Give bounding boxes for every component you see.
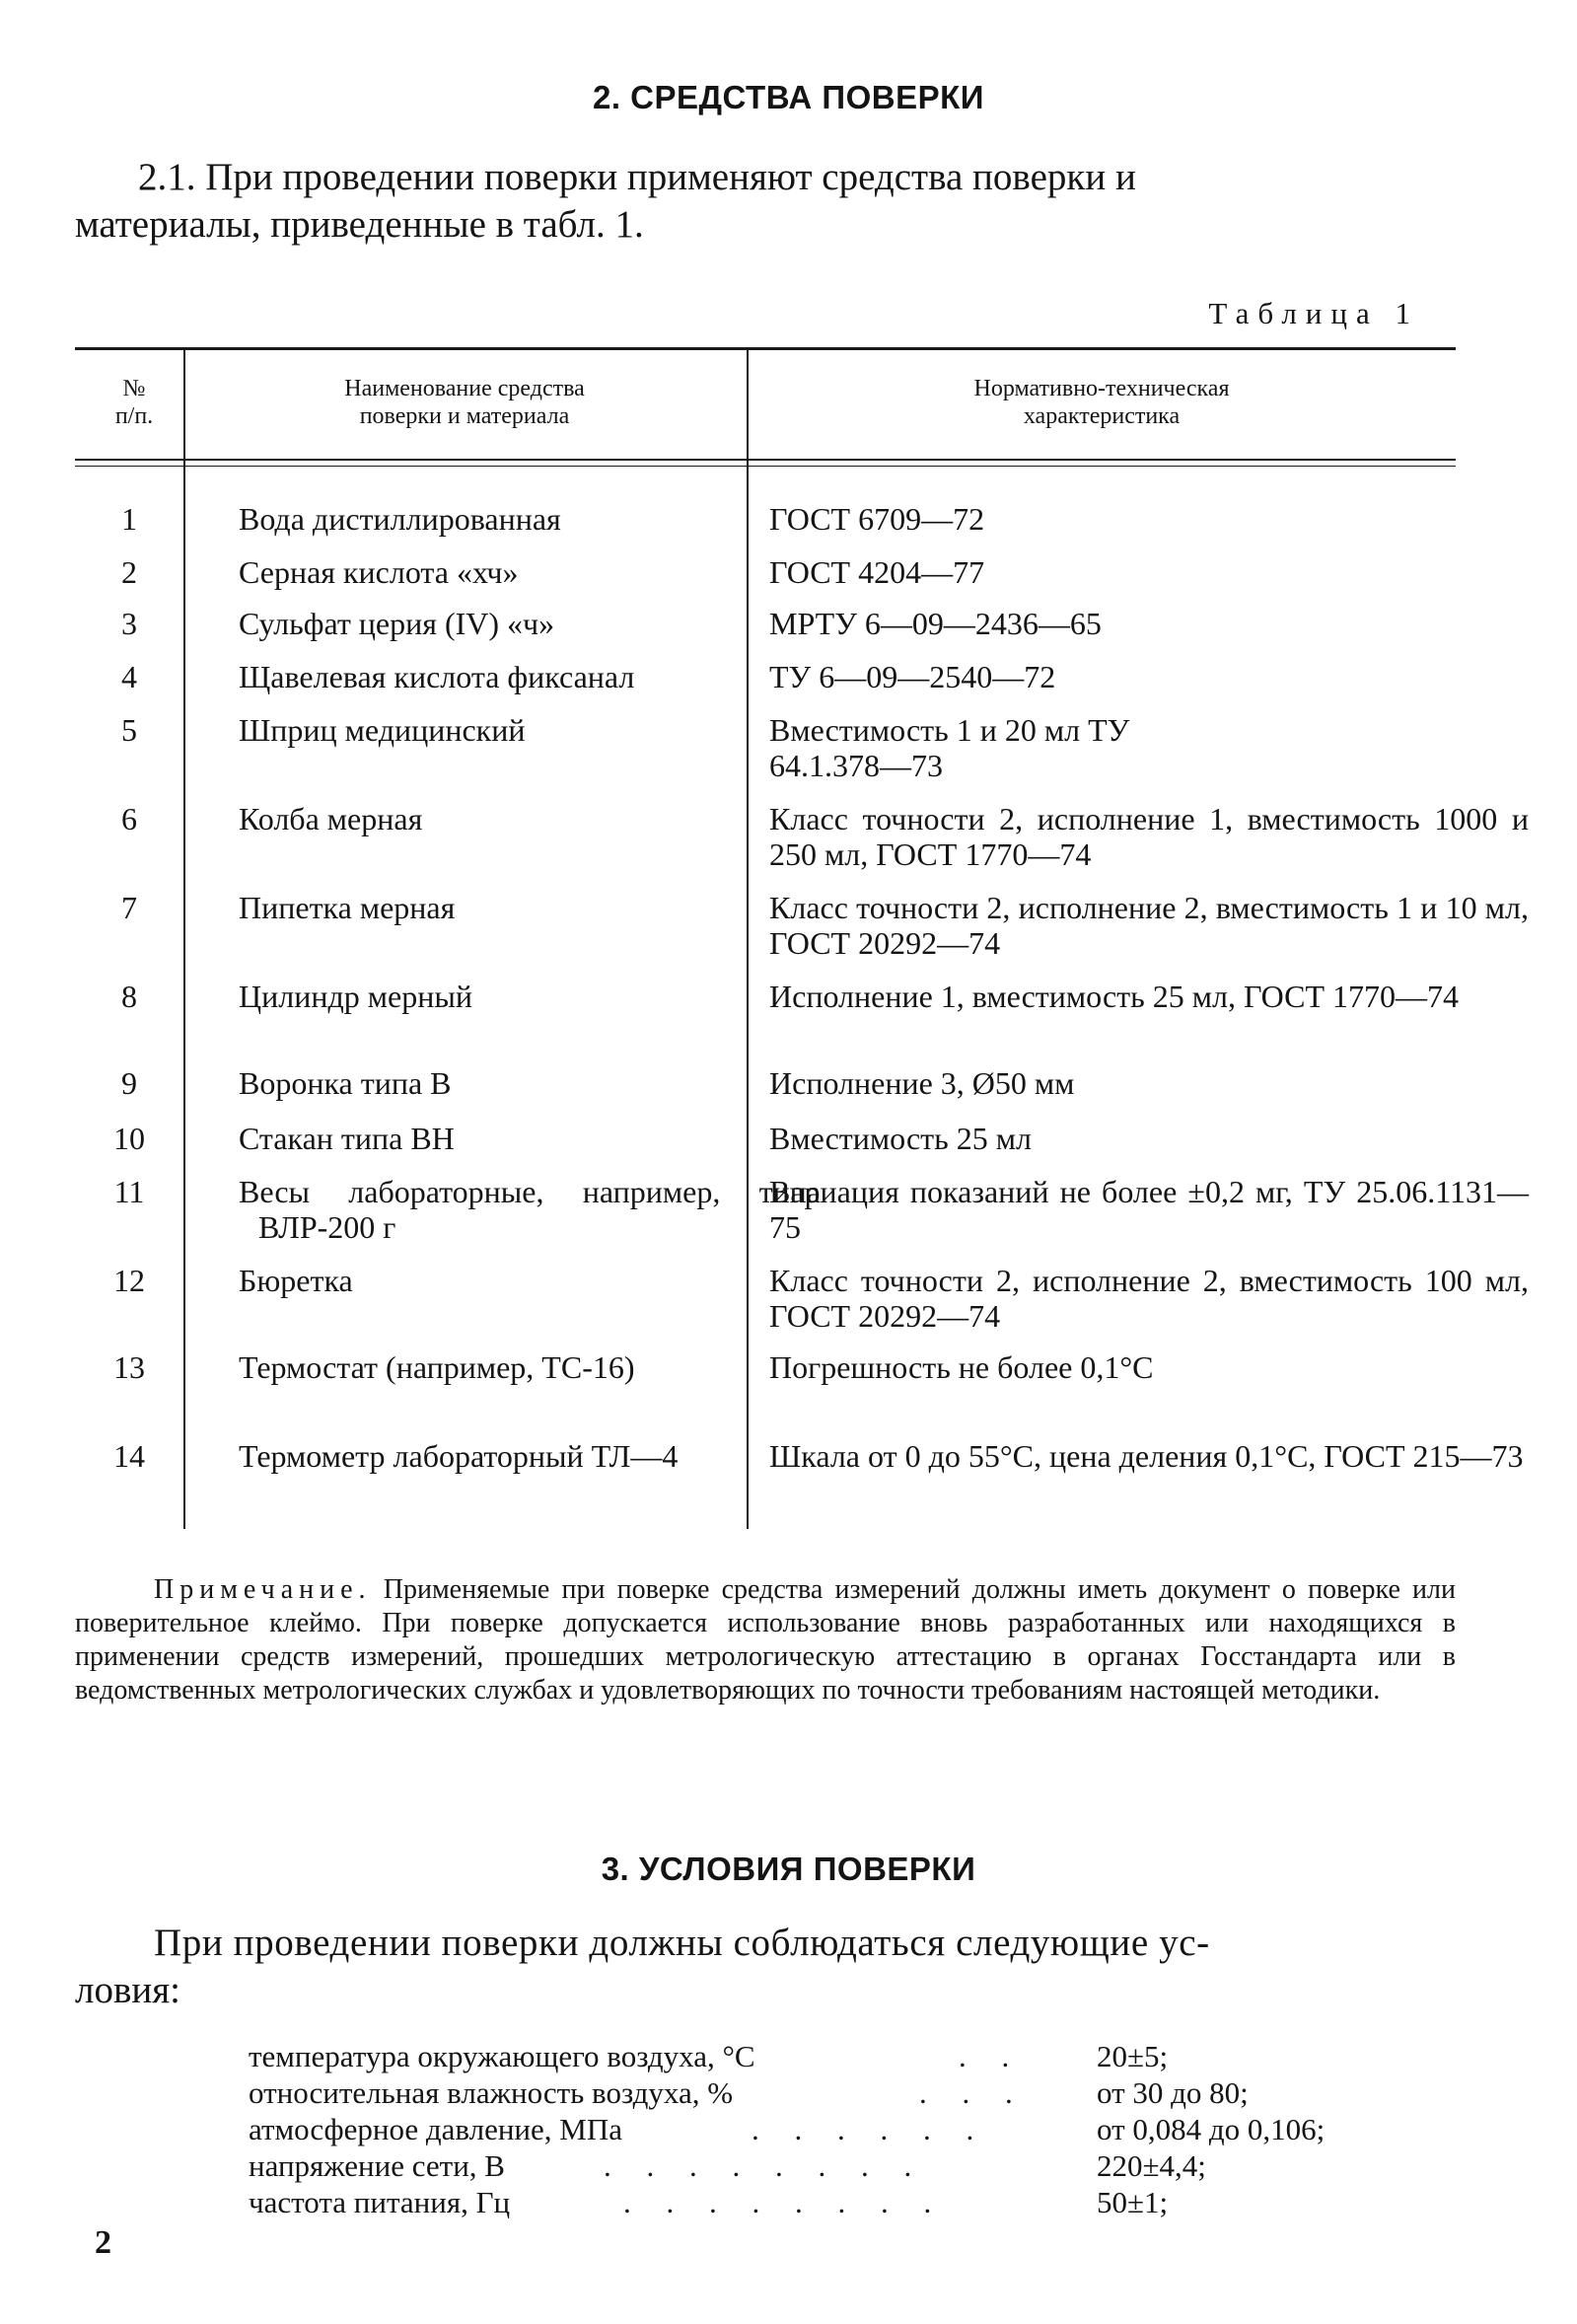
note-text: Применяемые при поверке средства измерений должны иметь документ о поверке или поверительное клеймо. При поверке допускается использование вновь разработанных или находящихся в применении средств измерений, прошедших метрологическую аттестацию в органах Госстандарта или в ведомственных метрологических службах и удовлетворяющих по точности требованиям настоящей методики. (75, 1574, 1456, 1706)
header-spec: Нормативно-техническая характеристика (973, 376, 1230, 429)
section-3-intro-line-2: ловия: (75, 1969, 181, 2011)
table-header-rule (75, 459, 1456, 461)
section-2-title: 2. СРЕДСТВА ПОВЕРКИ (592, 79, 984, 115)
table-note (75, 1573, 1456, 1707)
table-top-rule (75, 347, 1456, 350)
document-page: 2. СРЕДСТВА ПОВЕРКИ 2.1. При проведении поверки применяют средства поверки и материалы, приведенные в табл. 1. Таблица 1 № п/п. Наименование средства поверки и материала Нормативно-техническая характеристика 1 Вода дистиллированная ГОСТ 6709—72 2 Серная кислота «хч» ГОСТ 4204—77 3 Сульфат церия (IV) «ч» МРТУ 6—09—2436—65 4 Щавелевая кислота фиксанал ТУ 6—09—2540—72 5 Шприц медицинский Вместимость 1 и 20 мл ТУ 64.1.378—73 6 Колба мерная Класс точности 2, исполнение 1, вместимость 1000 и 250 мл, ГОСТ 1770—74 7 Пипетка мерная Класс точности 2, исполнение 2, вместимость 1 и 10 мл, ГОСТ 20292—74 8 Цилиндр мерный Исполнение 1, вместимость 25 мл, ГОСТ 1770—74 9 Воронка типа В Исполнение 3, Ø50 мм 10 Стакан типа ВН Вместимость 25 мл 11 Весы лабораторные, например, типа ВЛР-200 г Вариация показаний не более ±0,2 мг, ТУ 25.06.1131—75 12 Бюретка Класс точности 2, исполнение 2, вместимость 100 мл, ГОСТ 20292—74 13 Термостат (например, ТС-16) Погрешность не более 0,1°С 14 Термометр лабораторный ТЛ—4 Шкала от 0 до 55°С, цена деления 0,1°С, ГОСТ 215—73 Примечание. Применяемые при поверке средства измерений должны иметь документ о поверке или поверительное клеймо. При поверке допускается использование вновь разработанных или находящихся в применении средств измерений, прошедших метрологическую аттестацию в органах Госстандарта или в ведомственных метрологических службах и удовлетворяющих по точности требованиям настоящей методики. 3. УСЛОВИЯ ПОВЕРКИ При проведении поверки должны соблюдаться следующие ус- ловия: температура окружающего воздуха, °С . . 20±5; относительная влажность воздуха, % . . . от 30 до 80; атмосферное давление, МПа . . . . . . от 0,084 до 0,106; напряжение сети, В . . . . . . . . 220±4,4; частота питания, Гц . . . . . . . . 50±1; 2 (0, 0, 1577, 2324)
note-label: Примечание. (154, 1574, 372, 1605)
table-header-rule-2 (75, 466, 1456, 467)
section-3-title: 3. УСЛОВИЯ ПОВЕРКИ (601, 1851, 976, 1887)
header-name: Наименование средства поверки и материала (344, 376, 585, 429)
table-caption: Таблица 1 (1208, 296, 1419, 330)
table-column-divider-1 (183, 350, 185, 1529)
section-2-paragraph-line-2: материалы, приведенные в табл. 1. (75, 203, 644, 246)
section-3-intro-line-1: При проведении поверки должны соблюдаться следующие ус- (154, 1922, 1210, 1964)
header-num: № п/п. (114, 376, 154, 429)
section-2-paragraph-line-1: 2.1. При проведении поверки применяют средства поверки и (138, 156, 1136, 198)
page-number: 2 (95, 2224, 111, 2261)
